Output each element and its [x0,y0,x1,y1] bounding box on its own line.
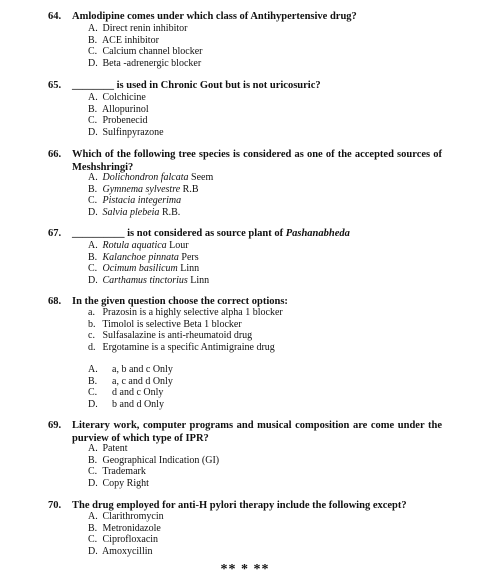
option-b[interactable]: B. a, c and d Only [88,375,173,387]
statement-list [88,307,283,354]
option-b[interactable]: B. Geographical Indication (GI) [88,454,220,466]
statement-b: b. Timolol is selective Beta 1 blocker [88,318,242,330]
statement-d: d. Ergotamine is a specific Antimigraine drug [88,342,275,354]
option-a[interactable]: A. Direct renin inhibitor [88,23,188,34]
question-text: __________ is not considered as source plant of Pashanabheda [72,228,350,239]
option-c[interactable]: C. Calcium channel blocker [88,46,203,58]
option-a[interactable]: A. Colchicine [88,92,146,103]
question-text: In the given question choose the correct options: [72,296,288,307]
option-a[interactable]: A. a, b and c Only [88,364,173,375]
option-b[interactable]: B. Gymnema sylvestre R.B [88,183,199,195]
question-number: 68. [48,296,62,307]
question-number: 65. [48,80,62,91]
option-list [88,23,202,69]
question-text: Which of the following tree species is considered as one of the accepted sources of Meshshringi? [72,149,442,173]
option-a[interactable]: A. Patent [88,443,128,454]
option-d[interactable]: D. Copy Right [88,477,149,489]
option-c[interactable]: C. Ciprofloxacin [88,534,159,546]
statement-c: c. Sulfasalazine is anti-rheumatoid drug [88,330,253,342]
question-number: 66. [48,149,62,160]
option-a[interactable]: A. Dolichondron falcata Seem [88,172,214,183]
option-d[interactable]: D. Carthamus tinctorius Linn [88,274,210,286]
option-list [88,443,219,489]
option-c[interactable]: C. Probenecid [88,115,148,127]
option-list [88,511,164,557]
question-number: 69. [48,420,62,431]
statement-a: a. Prazosin is a highly selective alpha 1 blocker [88,307,283,318]
option-list [88,240,209,286]
option-c[interactable]: C. d and c Only [88,387,164,399]
question-number: 64. [48,11,62,22]
question-text: Amlodipine comes under which class of Antihypertensive drug? [72,11,357,22]
question-text: ________ is used in Chronic Gout but is not uricosuric? [72,80,321,91]
option-d[interactable]: D. b and d Only [88,398,164,410]
option-d[interactable]: D. Amoxycillin [88,545,153,557]
option-b[interactable]: B. Kalanchoe pinnata Pers [88,251,199,263]
option-d[interactable]: D. Sulfinpyrazone [88,126,164,138]
question-text: Literary work, computer programs and musical composition are come under the purview of which type of IPR? [72,420,442,444]
option-a[interactable]: A. Rotula aquatica Lour [88,240,189,251]
question-number: 70. [48,500,62,511]
question-number: 67. [48,228,62,239]
option-list [88,92,164,138]
option-b[interactable]: B. Metronidazole [88,522,161,534]
option-d[interactable]: D. Beta -adrenergic blocker [88,57,202,69]
option-list [88,172,213,218]
end-marker: ** * ** [220,562,270,577]
option-b[interactable]: B. ACE inhibitor [88,34,159,46]
option-c[interactable]: C. Pistacia integerima [88,195,182,207]
option-c[interactable]: C. Trademark [88,466,146,478]
option-a[interactable]: A. Clarithromycin [88,511,164,522]
option-c[interactable]: C. Ocimum basilicum Linn [88,263,200,275]
option-b[interactable]: B. Allopurinol [88,103,149,115]
option-d[interactable]: D. Salvia plebeia R.B. [88,206,181,218]
question-text: The drug employed for anti-H pylori therapy include the following except? [72,500,407,511]
option-list [88,364,173,410]
